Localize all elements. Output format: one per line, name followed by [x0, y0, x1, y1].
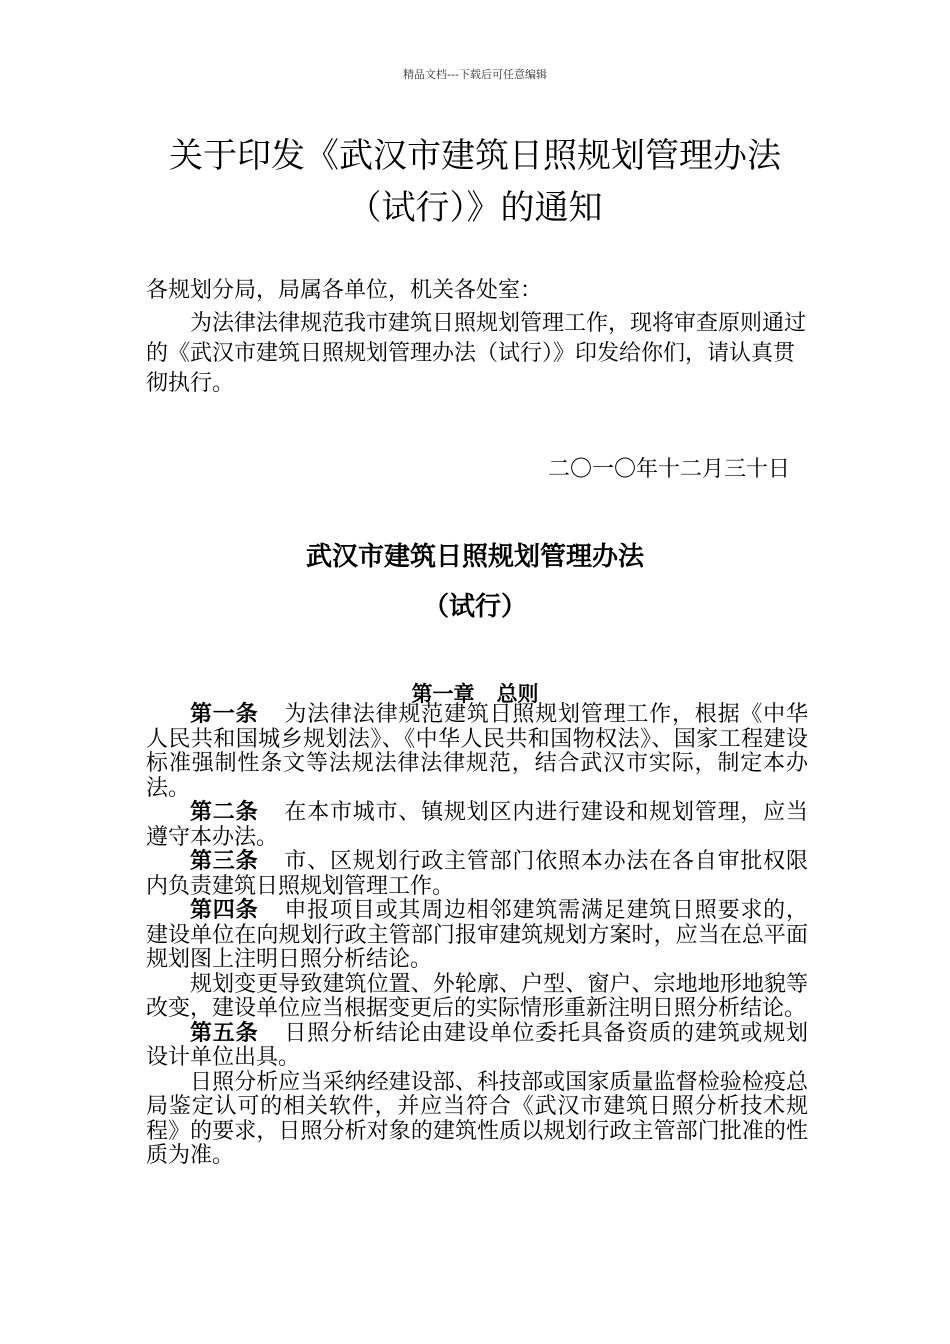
article-text: 规划变更导致建筑位置、外轮廓、户型、窗户、宗地地形地貌等改变，建设单位应当根据变更后的实际情形重新注明日照分析结论。	[146, 971, 808, 1021]
notice-salutation: 各规划分局，局属各单位，机关各处室：	[146, 278, 543, 303]
article-paragraph	[146, 801, 808, 850]
notice-date: 二〇一〇年十二月三十日	[547, 457, 790, 482]
article-number: 第五条	[190, 1020, 259, 1046]
article-paragraph	[146, 1071, 808, 1169]
article-number: 第四条	[190, 898, 259, 923]
chapter-name: 总则	[496, 682, 539, 706]
article-paragraph	[146, 703, 808, 801]
regulation-title: 武汉市建筑日照规划管理办法	[305, 542, 644, 572]
article-text: 日照分析结论由建设单位委托具备资质的建筑或规划设计单位出具。	[146, 1020, 808, 1070]
regulation-subtitle: （试行）	[422, 592, 527, 622]
chapter-number: 第一章	[411, 682, 475, 706]
article-text: 日照分析应当采纳经建设部、科技部或国家质量监督检验检疫总局鉴定认可的相关软件，并应当符合《武汉市建筑日照分析技术规程》的要求，日照分析对象的建筑性质以规划行政主管部门批准的性质为准。	[146, 1069, 808, 1168]
article-paragraph	[146, 1022, 808, 1071]
header-note: 精品文档---下载后可任意编辑	[403, 68, 547, 81]
article-number: 第三条	[190, 849, 259, 874]
article-text: 申报项目或其周边相邻建筑需满足建筑日照要求的，建设单位在向规划行政主管部门报审建筑规划方案时，应当在总平面规划图上注明日照分析结论。	[146, 898, 808, 972]
article-paragraph	[146, 899, 808, 973]
article-text: 在本市城市、镇规划区内进行建设和规划管理，应当遵守本办法。	[146, 800, 808, 850]
article-text: 为法律法律规范建筑日照规划管理工作，根据《中华人民共和国城乡规划法》、《中华人民共和国物权法》、国家工程建设标准强制性条文等法规法律法律规范，结合武汉市实际，制定本办法。	[146, 702, 808, 801]
notice-paragraph: 为法律法律规范我市建筑日照规划管理工作，现将审查原则通过的《武汉市建筑日照规划管理办法（试行）》印发给你们，请认真贯彻执行。	[146, 311, 807, 396]
article-text: 市、区规划行政主管部门依照本办法在各自审批权限内负责建筑日照规划管理工作。	[146, 849, 808, 899]
article-list	[146, 703, 808, 1169]
article-paragraph	[146, 973, 808, 1022]
article-paragraph	[146, 850, 808, 899]
article-number: 第一条	[190, 702, 259, 727]
notice-title: 关于印发《武汉市建筑日照规划管理办法（试行）》的通知	[169, 136, 781, 228]
article-number: 第二条	[190, 800, 259, 825]
